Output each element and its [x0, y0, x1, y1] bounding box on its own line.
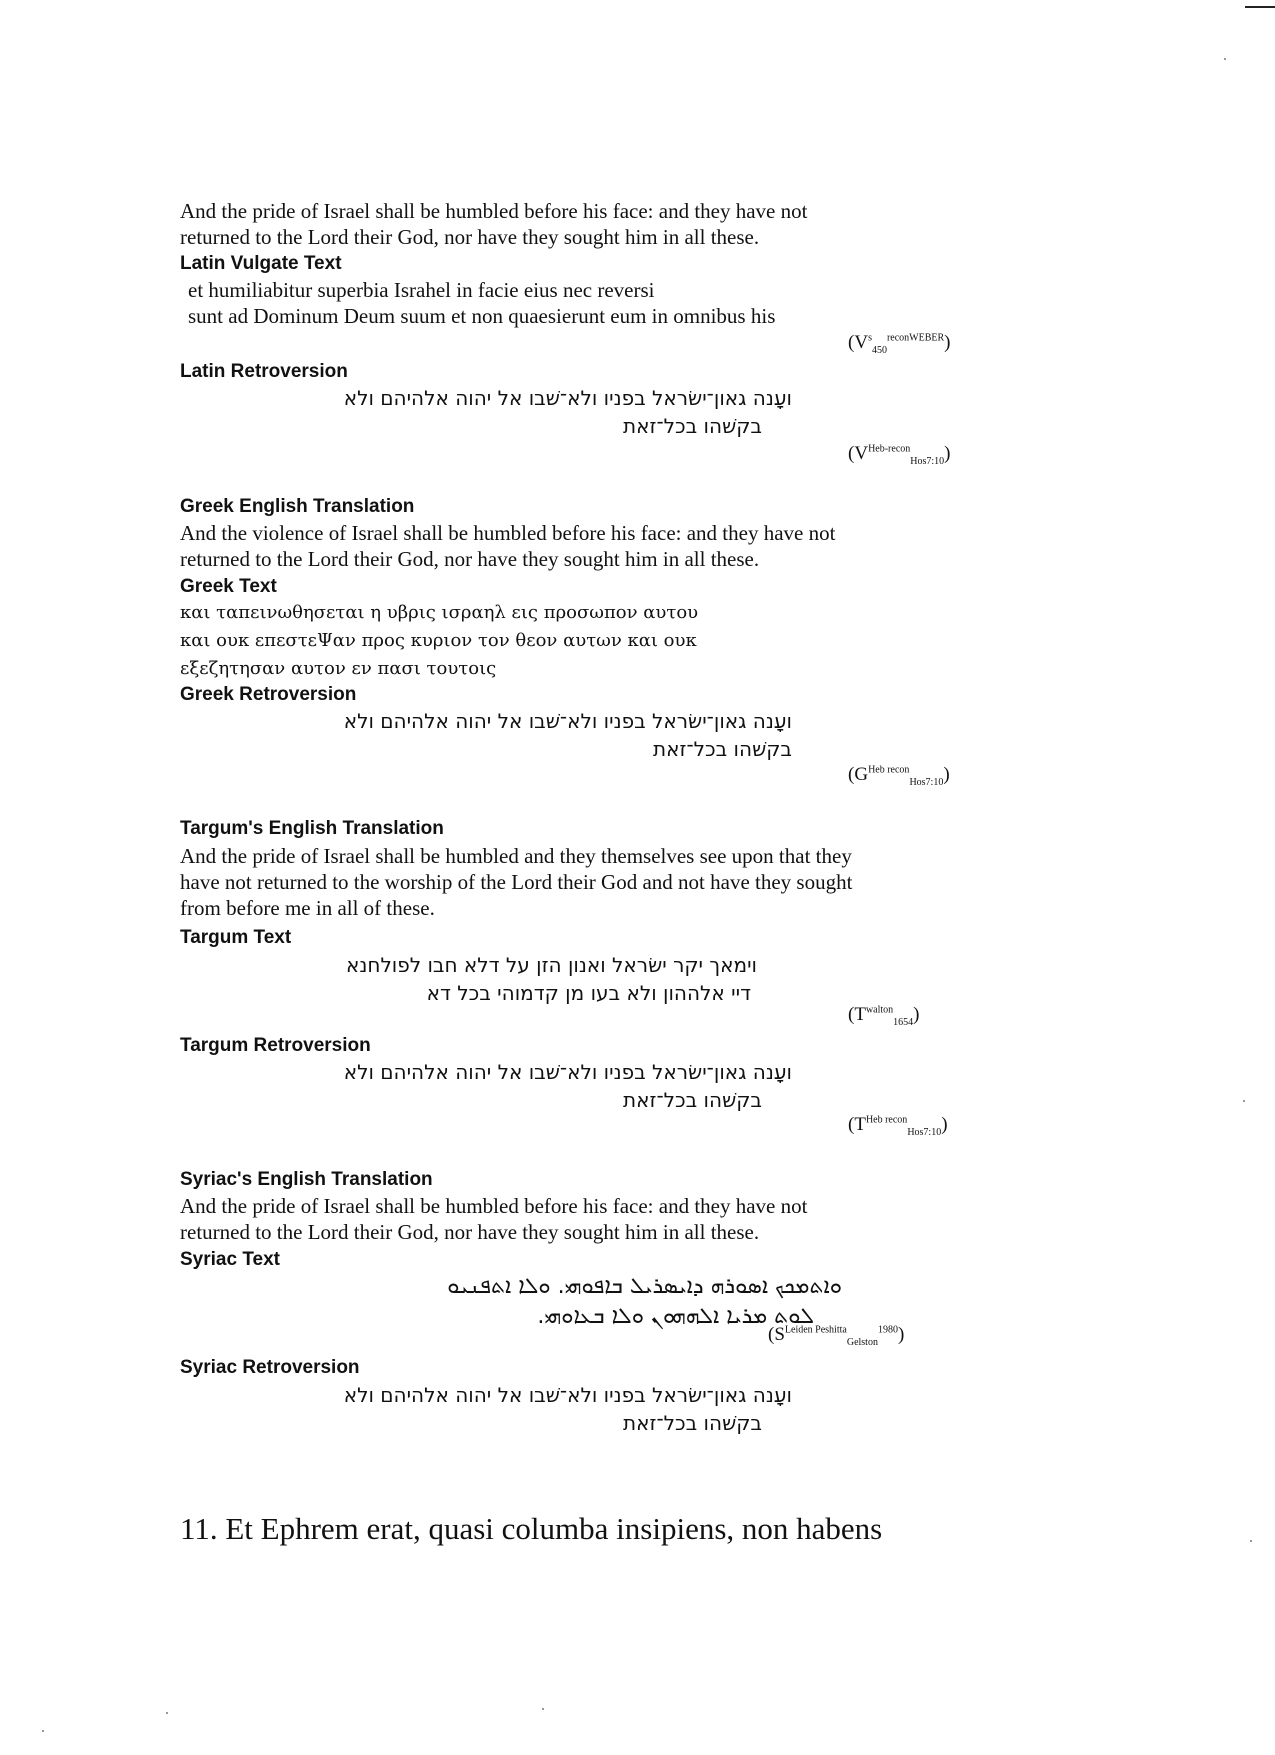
section-heading: Targum Text	[180, 927, 292, 948]
greek-text	[180, 599, 1070, 683]
text-line: και ουκ επεστεΨαν προς κυριον τον θεον αυτων και ουκ	[180, 630, 697, 651]
siglum-close: )	[944, 332, 951, 353]
siglum-close: )	[943, 764, 950, 785]
siglum-sup: Heb recon	[865, 1114, 908, 1126]
text-line: ܠܘܬ ܡܪܝܐ ܐܠܗܗܘܢ ܘܠܐ ܒܥܐܘܗܝ.	[537, 1304, 814, 1329]
section-heading: Greek Retroversion	[180, 684, 357, 705]
siglum-sub: Hos7:10	[909, 776, 944, 788]
section-heading: Latin Retroversion	[180, 361, 348, 382]
scan-speck	[1224, 58, 1226, 60]
scan-edge-mark	[1245, 6, 1275, 8]
text-line: בקשׁהו בכל־זאת	[653, 737, 792, 761]
siglum-sup2: reconWEBER	[886, 332, 945, 344]
text-line: ועָנה גאון־ישׂראל בפניו ולא־שׁבו אל יהוה אלהיהם ולא	[343, 1383, 792, 1407]
siglum-close: )	[913, 1004, 920, 1025]
text-line: from before me in all of these.	[180, 896, 435, 920]
section-heading: Greek Text	[180, 576, 277, 597]
text-line: returned to the Lord their God, nor have they sought him in all these.	[180, 547, 760, 571]
siglum-sup: Leiden Peshitta	[784, 1324, 847, 1336]
siglum-sup2: 1980	[877, 1324, 898, 1336]
next-verse-line: 11. Et Ephrem erat, quasi columba insipiens, non habens	[180, 1511, 883, 1546]
text-line: בקשׁהו בכל־זאת	[623, 1411, 762, 1435]
siglum-sup: s	[868, 332, 872, 344]
siglum-close: )	[897, 1324, 905, 1345]
targum-text	[182, 951, 757, 1007]
text-line: returned to the Lord their God, nor have they sought him in all these.	[180, 225, 760, 249]
text-line: και ταπεινωθησεται η υβρις ισραηλ εις προσωπον αυτου	[180, 602, 699, 623]
source-siglum	[848, 443, 951, 467]
siglum-sup: Heb recon	[868, 764, 910, 776]
greek-english-translation	[180, 520, 1070, 572]
siglum-base: (S	[768, 1324, 785, 1345]
text-line: And the pride of Israel shall be humbled and they themselves see upon that they	[180, 844, 852, 868]
siglum-sup: Heb-recon	[868, 443, 911, 455]
siglum-base: (V	[848, 332, 869, 353]
text-line: ܘܐܬܡܟܟ ܐܣܘܪܗ ܕܐܝܣܪܝܠ ܒܐܦܘܗܝ. ܘܠܐ ܐܬܦܢܝܘ	[447, 1274, 842, 1299]
text-line: וימאך יקר ישׂראל ואנון הזן על דלא חבו לפולחנא	[346, 953, 757, 977]
source-siglum	[848, 764, 950, 788]
section-heading: Targum's English Translation	[180, 818, 444, 839]
scan-speck	[542, 1708, 544, 1710]
section-heading: Syriac Retroversion	[180, 1357, 360, 1378]
section-heading: Greek English Translation	[180, 496, 415, 517]
text-line: And the violence of Israel shall be humbled before his face: and they have not	[180, 521, 836, 545]
text-line: דיי אלההון ולא בעו מן קדמוהי בכל דא	[426, 981, 751, 1005]
siglum-close: )	[941, 1114, 948, 1135]
siglum-base: (G	[848, 764, 869, 785]
section-heading: Syriac's English Translation	[180, 1169, 433, 1190]
section-heading: Targum Retroversion	[180, 1035, 371, 1056]
siglum-sub: 450	[871, 344, 887, 356]
intro-translation	[180, 198, 1070, 250]
text-line: have not returned to the worship of the Lord their God and not have they sought	[180, 870, 853, 894]
source-siglum	[768, 1324, 904, 1348]
text-line: returned to the Lord their God, nor have they sought him in all these.	[180, 1220, 760, 1244]
text-line: And the pride of Israel shall be humbled before his face: and they have not	[180, 1194, 808, 1218]
targum-english-translation	[180, 843, 1070, 921]
siglum-close: )	[944, 443, 951, 464]
scan-speck	[1250, 1540, 1252, 1542]
syriac-text	[182, 1272, 842, 1332]
latin-vulgate-text	[188, 277, 1078, 329]
siglum-base: (V	[848, 443, 869, 464]
targum-retroversion-text	[180, 1058, 792, 1114]
text-line: ועָנה גאון־ישׂראל בפניו ולא־שׁבו אל יהוה אלהיהם ולא	[343, 386, 792, 410]
source-siglum	[848, 332, 951, 356]
scan-speck	[1243, 1100, 1245, 1102]
section-heading: Latin Vulgate Text	[180, 253, 342, 274]
siglum-base: (T	[848, 1004, 866, 1025]
siglum-sub: 1654	[893, 1016, 914, 1028]
greek-retroversion-text	[180, 707, 792, 763]
text-line: et humiliabitur superbia Israhel in facie eius nec reversi	[188, 278, 655, 302]
siglum-sub: Hos7:10	[910, 455, 945, 467]
text-line: And the pride of Israel shall be humbled before his face: and they have not	[180, 199, 808, 223]
scan-speck	[42, 1730, 44, 1732]
text-line: בקשׁהו בכל־זאת	[623, 414, 762, 438]
source-siglum	[848, 1114, 948, 1138]
siglum-sub: Hos7:10	[907, 1126, 942, 1138]
text-line: sunt ad Dominum Deum suum et non quaesierunt eum in omnibus his	[188, 304, 776, 328]
siglum-sup: walton	[865, 1004, 894, 1016]
source-siglum	[848, 1004, 919, 1028]
siglum-sub: Gelston	[846, 1336, 878, 1348]
text-line: ועָנה גאון־ישׂראל בפניו ולא־שׁבו אל יהוה אלהיהם ולא	[343, 1060, 792, 1084]
syriac-retroversion-text	[180, 1381, 792, 1437]
text-line: ועָנה גאון־ישׂראל בפניו ולא־שׁבו אל יהוה אלהיהם ולא	[343, 709, 792, 733]
siglum-base: (T	[848, 1114, 866, 1135]
section-heading: Syriac Text	[180, 1249, 280, 1270]
text-line: בקשׁהו בכל־זאת	[623, 1088, 762, 1112]
text-line: εξεζητησαν αυτον εν πασι τουτοις	[180, 658, 497, 679]
scan-speck	[166, 1712, 168, 1714]
latin-retroversion-text	[180, 384, 792, 440]
syriac-english-translation	[180, 1193, 1070, 1245]
